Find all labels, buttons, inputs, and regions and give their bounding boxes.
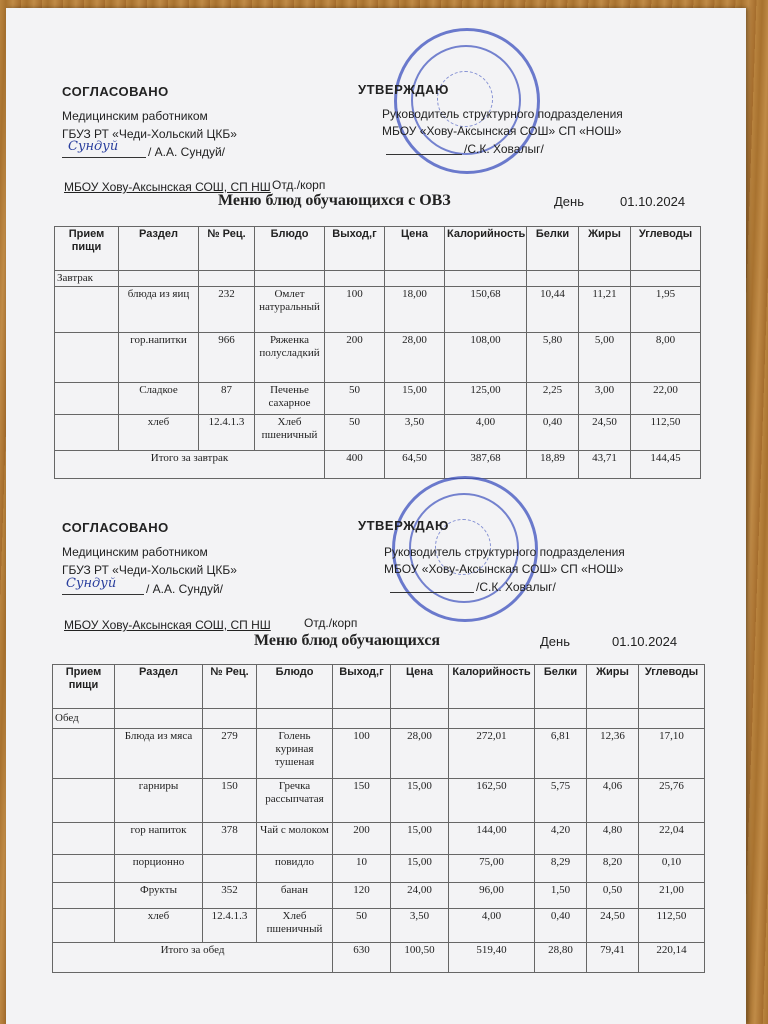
table-row: [53, 855, 705, 883]
meal-name: Завтрак: [55, 271, 119, 287]
column-header: Блюдо: [255, 227, 325, 271]
column-header: Выход,г: [333, 665, 391, 709]
kcal-cell: 272,01: [449, 729, 535, 779]
fat-cell: 4,80: [587, 823, 639, 855]
head-name-1: /С.К. Ховалыг/: [464, 142, 544, 156]
column-header: № Рец.: [199, 227, 255, 271]
price-cell: 3,50: [391, 909, 449, 943]
fat-cell: 0,50: [587, 883, 639, 909]
fat-cell: 4,06: [587, 779, 639, 823]
school-name-2: МБОУ Хову-Аксынская СОШ, СП НШ: [64, 618, 271, 632]
protein-cell: 1,50: [535, 883, 587, 909]
total-output: 630: [333, 943, 391, 973]
total-fat: 43,71: [579, 451, 631, 479]
output-cell: 200: [325, 333, 385, 383]
column-header: Цена: [385, 227, 445, 271]
column-header: Углеводы: [639, 665, 705, 709]
carb-cell: 22,00: [631, 383, 701, 415]
total-price: 100,50: [391, 943, 449, 973]
dish-cell: Омлет натуральный: [255, 287, 325, 333]
column-header: № Рец.: [203, 665, 257, 709]
recipe-cell: 966: [199, 333, 255, 383]
column-header: Углеводы: [631, 227, 701, 271]
column-header: Прием пищи: [55, 227, 119, 271]
recipe-cell: 352: [203, 883, 257, 909]
protein-cell: 0,40: [527, 415, 579, 451]
dish-cell: Хлеб пшеничный: [257, 909, 333, 943]
carb-cell: 1,95: [631, 287, 701, 333]
recipe-cell: 378: [203, 823, 257, 855]
table-row: [53, 729, 705, 779]
menu-table-breakfast: [54, 226, 701, 479]
signature-line: [390, 592, 474, 593]
total-row: [55, 451, 701, 479]
table-row: [53, 779, 705, 823]
med-org-label-2: ГБУЗ РТ «Чеди-Хольский ЦКБ»: [62, 563, 237, 577]
section-cell: хлеб: [119, 415, 199, 451]
dish-cell: Хлеб пшеничный: [255, 415, 325, 451]
total-kcal: 519,40: [449, 943, 535, 973]
total-carb: 220,14: [639, 943, 705, 973]
total-fat: 79,41: [587, 943, 639, 973]
section-cell: гор.напитки: [119, 333, 199, 383]
price-cell: 18,00: [385, 287, 445, 333]
output-cell: 10: [333, 855, 391, 883]
output-cell: 100: [333, 729, 391, 779]
med-signature-1: Сундуй: [68, 139, 119, 154]
kcal-cell: 144,00: [449, 823, 535, 855]
protein-cell: 0,40: [535, 909, 587, 943]
head-org-label-2: МБОУ «Хову-Аксынская СОШ» СП «НОШ»: [384, 562, 624, 576]
fat-cell: 8,20: [587, 855, 639, 883]
protein-cell: 10,44: [527, 287, 579, 333]
school-name-1: МБОУ Хову-Аксынская СОШ, СП НШ: [64, 180, 271, 194]
head-title-label-2: Руководитель структурного подразделения: [384, 545, 625, 559]
protein-cell: 6,81: [535, 729, 587, 779]
table-row: [55, 333, 701, 383]
table-header-row: [53, 665, 705, 709]
total-protein: 28,80: [535, 943, 587, 973]
dept-label-2: Отд./корп: [304, 616, 358, 630]
price-cell: 15,00: [391, 823, 449, 855]
carb-cell: 112,50: [639, 909, 705, 943]
table-row: [55, 415, 701, 451]
total-kcal: 387,68: [445, 451, 527, 479]
recipe-cell: [203, 855, 257, 883]
total-protein: 18,89: [527, 451, 579, 479]
section-cell: гор напиток: [115, 823, 203, 855]
column-header: Цена: [391, 665, 449, 709]
total-carb: 144,45: [631, 451, 701, 479]
date-2: 01.10.2024: [612, 634, 678, 649]
med-worker-label-2: Медицинским работником: [62, 545, 208, 559]
kcal-cell: 108,00: [445, 333, 527, 383]
price-cell: 3,50: [385, 415, 445, 451]
section-cell: Фрукты: [115, 883, 203, 909]
section-cell: Блюда из мяса: [115, 729, 203, 779]
dept-label-1: Отд./корп: [272, 178, 326, 192]
meal-row: [55, 271, 701, 287]
carb-cell: 25,76: [639, 779, 705, 823]
output-cell: 50: [325, 383, 385, 415]
approved-heading-2: УТВЕРЖДАЮ: [358, 518, 449, 533]
carb-cell: 21,00: [639, 883, 705, 909]
section-cell: хлеб: [115, 909, 203, 943]
output-cell: 100: [325, 287, 385, 333]
column-header: Белки: [527, 227, 579, 271]
kcal-cell: 4,00: [449, 909, 535, 943]
total-label: Итого за завтрак: [55, 451, 325, 479]
head-org-label-1: МБОУ «Хову-Аксынская СОШ» СП «НОШ»: [382, 124, 622, 138]
med-name-2: / А.А. Сундуй/: [146, 582, 224, 596]
protein-cell: 2,25: [527, 383, 579, 415]
meal-row: [53, 709, 705, 729]
column-header: Белки: [535, 665, 587, 709]
column-header: Жиры: [587, 665, 639, 709]
head-title-label-1: Руководитель структурного подразделения: [382, 107, 623, 121]
protein-cell: 8,29: [535, 855, 587, 883]
carb-cell: 17,10: [639, 729, 705, 779]
med-signature-2: Сундуй: [66, 576, 117, 591]
table-row: [53, 909, 705, 943]
recipe-cell: 232: [199, 287, 255, 333]
menu-title-2: Меню блюд обучающихся: [254, 632, 441, 649]
total-output: 400: [325, 451, 385, 479]
column-header: Выход,г: [325, 227, 385, 271]
fat-cell: 24,50: [587, 909, 639, 943]
carb-cell: 8,00: [631, 333, 701, 383]
output-cell: 50: [333, 909, 391, 943]
column-header: Калорийность: [449, 665, 535, 709]
fat-cell: 24,50: [579, 415, 631, 451]
kcal-cell: 125,00: [445, 383, 527, 415]
agreed-heading-2: СОГЛАСОВАНО: [62, 520, 169, 535]
table-row: [55, 383, 701, 415]
column-header: Блюдо: [257, 665, 333, 709]
med-name-1: / А.А. Сундуй/: [148, 145, 226, 159]
recipe-cell: 12.4.1.3: [203, 909, 257, 943]
output-cell: 150: [333, 779, 391, 823]
price-cell: 24,00: [391, 883, 449, 909]
recipe-cell: 150: [203, 779, 257, 823]
carb-cell: 22,04: [639, 823, 705, 855]
signature-line: [62, 157, 146, 158]
day-label-1: День: [554, 194, 584, 209]
menu-title-1: Меню блюд обучающихся с ОВЗ: [218, 192, 451, 209]
price-cell: 15,00: [391, 855, 449, 883]
price-cell: 15,00: [385, 383, 445, 415]
dish-cell: Печенье сахарное: [255, 383, 325, 415]
day-label-2: День: [540, 634, 570, 649]
table-header-row: [55, 227, 701, 271]
price-cell: 28,00: [385, 333, 445, 383]
med-worker-label-1: Медицинским работником: [62, 109, 208, 123]
kcal-cell: 4,00: [445, 415, 527, 451]
recipe-cell: 87: [199, 383, 255, 415]
kcal-cell: 75,00: [449, 855, 535, 883]
fat-cell: 5,00: [579, 333, 631, 383]
column-header: Калорийность: [445, 227, 527, 271]
dish-cell: банан: [257, 883, 333, 909]
approved-heading-1: УТВЕРЖДАЮ: [358, 82, 449, 97]
dish-cell: Чай с молоком: [257, 823, 333, 855]
output-cell: 200: [333, 823, 391, 855]
table-row: [53, 883, 705, 909]
column-header: Раздел: [119, 227, 199, 271]
kcal-cell: 96,00: [449, 883, 535, 909]
fat-cell: 12,36: [587, 729, 639, 779]
meal-name: Обед: [53, 709, 115, 729]
section-cell: порционно: [115, 855, 203, 883]
dish-cell: Ряженка полусладкий: [255, 333, 325, 383]
date-1: 01.10.2024: [620, 194, 686, 209]
dish-cell: Голень куриная тушеная: [257, 729, 333, 779]
section-cell: блюда из яиц: [119, 287, 199, 333]
kcal-cell: 162,50: [449, 779, 535, 823]
signature-line: [62, 594, 144, 595]
med-org-label-1: ГБУЗ РТ «Чеди-Хольский ЦКБ»: [62, 127, 237, 141]
agreed-heading-1: СОГЛАСОВАНО: [62, 84, 169, 99]
table-row: [53, 823, 705, 855]
column-header: Раздел: [115, 665, 203, 709]
head-name-2: /С.К. Ховалыг/: [476, 580, 556, 594]
total-label: Итого за обед: [53, 943, 333, 973]
price-cell: 28,00: [391, 729, 449, 779]
carb-cell: 112,50: [631, 415, 701, 451]
price-cell: 15,00: [391, 779, 449, 823]
menu-paper-sheet: [6, 8, 746, 1024]
fat-cell: 11,21: [579, 287, 631, 333]
dish-cell: повидло: [257, 855, 333, 883]
protein-cell: 5,75: [535, 779, 587, 823]
output-cell: 120: [333, 883, 391, 909]
kcal-cell: 150,68: [445, 287, 527, 333]
total-row: [53, 943, 705, 973]
total-price: 64,50: [385, 451, 445, 479]
menu-table-lunch: [52, 664, 705, 973]
carb-cell: 0,10: [639, 855, 705, 883]
output-cell: 50: [325, 415, 385, 451]
signature-line: [386, 154, 462, 155]
section-cell: гарниры: [115, 779, 203, 823]
protein-cell: 5,80: [527, 333, 579, 383]
column-header: Прием пищи: [53, 665, 115, 709]
protein-cell: 4,20: [535, 823, 587, 855]
column-header: Жиры: [579, 227, 631, 271]
recipe-cell: 279: [203, 729, 257, 779]
section-cell: Сладкое: [119, 383, 199, 415]
recipe-cell: 12.4.1.3: [199, 415, 255, 451]
table-row: [55, 287, 701, 333]
fat-cell: 3,00: [579, 383, 631, 415]
dish-cell: Гречка рассыпчатая: [257, 779, 333, 823]
